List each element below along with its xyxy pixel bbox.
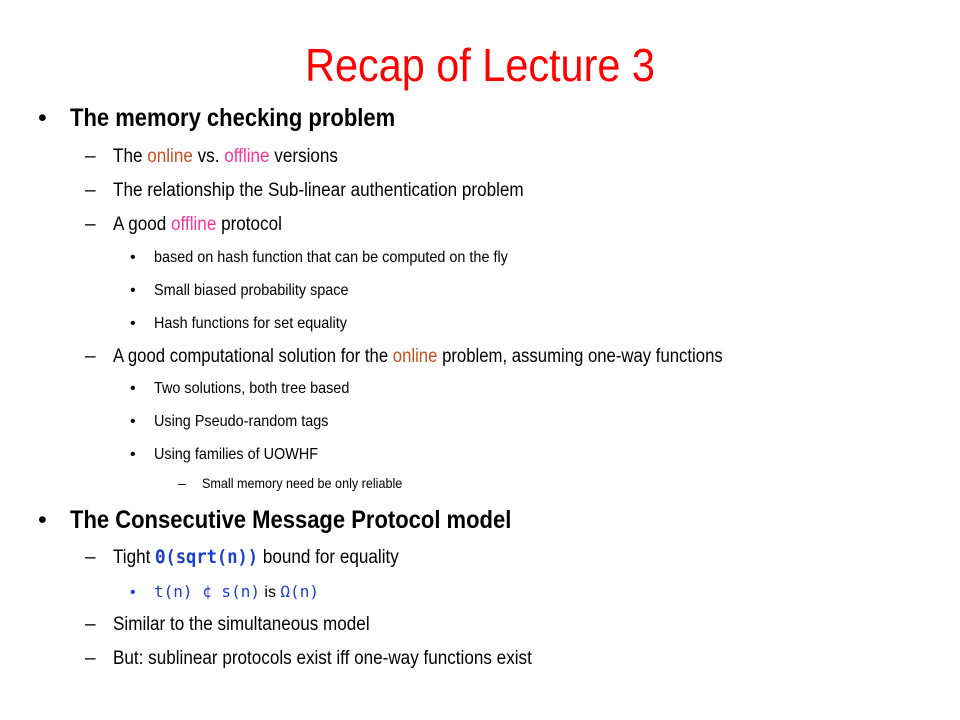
- item-relationship: [85, 180, 569, 202]
- dash-marker: –: [85, 346, 96, 367]
- bullet-marker: •: [130, 315, 136, 332]
- subitem-time-space: [130, 582, 319, 602]
- subitem-pseudo-random-tags: [130, 413, 348, 431]
- subitem-set-equality: [130, 315, 368, 333]
- omega-formula: Ω(n): [280, 582, 319, 601]
- section-heading: The Consecutive Message Protocol model: [70, 506, 512, 534]
- dash-marker: –: [85, 614, 96, 635]
- item-text: The relationship the Sub-linear authentication problem: [113, 180, 524, 201]
- subsubitem-text: Small memory need be only reliable: [202, 475, 403, 491]
- item-text: Similar to the simultaneous model: [113, 614, 370, 635]
- theta-bound-formula: Θ(sqrt(n)): [155, 546, 259, 568]
- item-offline-protocol: [85, 214, 301, 236]
- bullet-marker: •: [130, 380, 136, 397]
- item-text: But: sublinear protocols exist iff one-way functions exist: [113, 648, 532, 669]
- subsubitem-small-memory: [178, 475, 425, 491]
- dash-marker: –: [85, 146, 96, 167]
- item-text: Tight Θ(sqrt(n)) bound for equality: [113, 546, 399, 568]
- bullet-marker: •: [130, 282, 136, 299]
- dash-marker: –: [85, 180, 96, 201]
- subitem-text: Small biased probability space: [154, 282, 349, 299]
- dash-marker: –: [85, 648, 96, 669]
- subitem-text: t(n) ¢ s(n) is Ω(n): [154, 582, 319, 601]
- subitem-text: Two solutions, both tree based: [154, 380, 350, 397]
- subitem-uowhf: [130, 446, 336, 464]
- bullet-marker: •: [38, 506, 47, 534]
- bullet-marker: •: [130, 446, 136, 463]
- dash-marker: –: [85, 547, 96, 568]
- item-text: The online vs. offline versions: [113, 146, 338, 167]
- dash-marker: –: [85, 214, 96, 235]
- item-text: A good offline protocol: [113, 214, 282, 235]
- ts-formula: t(n) ¢ s(n): [154, 582, 260, 601]
- bullet-marker: •: [130, 584, 136, 601]
- subitem-text: Using families of UOWHF: [154, 446, 319, 463]
- subitem-small-biased: [130, 282, 370, 300]
- subitem-text: based on hash function that can be computed on the fly: [154, 249, 508, 266]
- slide-title: Recap of Lecture 3: [305, 39, 655, 91]
- bullet-marker: •: [38, 104, 47, 132]
- subitem-text: Hash functions for set equality: [154, 315, 347, 332]
- subitem-tree-based: [130, 380, 371, 398]
- subitem-text: Using Pseudo-random tags: [154, 413, 329, 430]
- item-simultaneous-model: [85, 614, 398, 636]
- section-consecutive-message: [38, 506, 572, 535]
- bullet-marker: •: [130, 413, 136, 430]
- item-text: A good computational solution for the online problem, assuming one-way functions: [113, 346, 723, 367]
- item-computational-solution: [85, 346, 806, 368]
- subitem-hash-on-the-fly: [130, 249, 547, 267]
- item-sublinear-protocols: [85, 648, 578, 670]
- item-online-offline: [85, 146, 363, 168]
- bullet-marker: •: [130, 249, 136, 266]
- section-memory-checking: [38, 104, 440, 133]
- section-heading: The memory checking problem: [70, 104, 396, 132]
- item-tight-bound: [85, 546, 431, 569]
- dash-marker: –: [178, 475, 186, 491]
